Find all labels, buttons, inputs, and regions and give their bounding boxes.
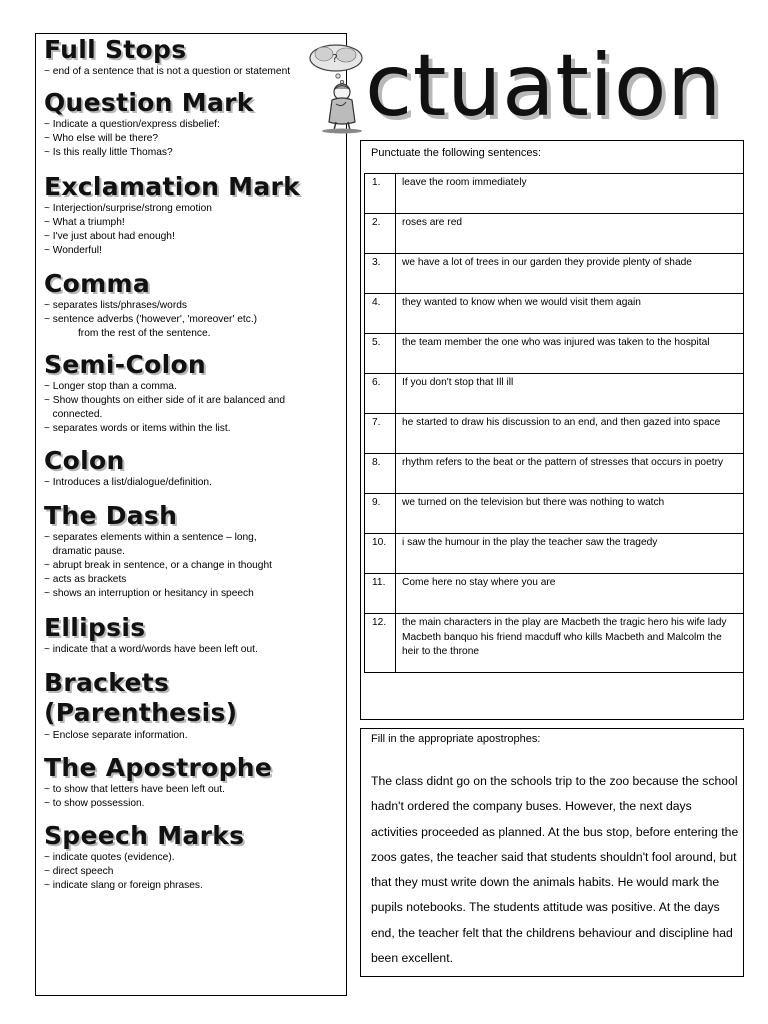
section-lines: [44, 783, 338, 811]
section-line: ~ Indicate a question/express disbelief:: [44, 119, 220, 130]
section-line: connected.: [44, 409, 103, 420]
table-row: [365, 174, 744, 214]
sentence-cell[interactable]: roses are red: [396, 214, 744, 254]
section-line: ~ end of a sentence that is not a question or statement: [44, 66, 291, 77]
section-lines: [44, 476, 338, 490]
table-row: [365, 254, 744, 294]
section-line: ~ indicate quotes (evidence).: [44, 852, 175, 863]
section-line: ~ to show that letters have been left out.: [44, 784, 225, 795]
section-title: Brackets (Parenthesis): [44, 668, 238, 727]
svg-text:?: ?: [332, 52, 338, 65]
sentence-cell[interactable]: leave the room immediately: [396, 174, 744, 214]
punctuate-sentences-exercise: [360, 140, 744, 720]
row-number: 11.: [365, 574, 396, 614]
table-row: [365, 414, 744, 454]
sentences-table: [364, 173, 744, 673]
section-title: The Dash: [44, 501, 178, 530]
section-title: Question Mark: [44, 88, 254, 117]
section-line: ~ Interjection/surprise/strong emotion: [44, 203, 212, 214]
sentence-cell[interactable]: Come here no stay where you are: [396, 574, 744, 614]
section-line: ~ separates elements within a sentence – long,: [44, 532, 257, 543]
row-number: 5.: [365, 334, 396, 374]
table-row: [365, 214, 744, 254]
section-lines: [44, 851, 338, 893]
table-row: [365, 494, 744, 534]
section-line: ~ What a triumph!: [44, 217, 125, 228]
section-brackets: [44, 668, 338, 743]
row-number: 4.: [365, 294, 396, 334]
section-title: Comma: [44, 269, 150, 298]
sentence-cell[interactable]: we turned on the television but there was nothing to watch: [396, 494, 744, 534]
sentence-cell[interactable]: the team member the one who was injured was taken to the hospital: [396, 334, 744, 374]
sentence-cell[interactable]: i saw the humour in the play the teacher saw the tragedy: [396, 534, 744, 574]
section-title: Speech Marks: [44, 821, 245, 850]
row-number: 6.: [365, 374, 396, 414]
section-lines: [44, 65, 338, 79]
section-speech-marks: [44, 822, 338, 893]
section-line: ~ Longer stop than a comma.: [44, 381, 177, 392]
section-the-apostrophe: [44, 754, 338, 811]
section-semi-colon: [44, 351, 338, 436]
section-line: ~ separates words or items within the list.: [44, 423, 231, 434]
section-lines: [44, 299, 338, 341]
apostrophe-passage[interactable]: The class didnt go on the schools trip to the zoo because the school hadn't ordered the company buses. However, the next days activities proceeded as planned. At the bus stop, before entering the zoos gates, the teacher said that students shouldn't fool around, but that they must write down the animals habits. He would mark the pupils notebooks. The students attitude was positive. At the days end, the teacher felt that the childrens behaviour and discipline had been excellent.: [371, 774, 739, 966]
section-line: ~ abrupt break in sentence, or a change in thought: [44, 560, 272, 571]
section-line: ~ Show thoughts on either side of it are balanced and: [44, 395, 285, 406]
punctuation-reference-panel: [35, 33, 347, 996]
sentence-cell[interactable]: they wanted to know when we would visit them again: [396, 294, 744, 334]
sentence-cell[interactable]: he started to draw his discussion to an end, and then gazed into space: [396, 414, 744, 454]
table-row: [365, 374, 744, 414]
section-title: Colon: [44, 446, 125, 475]
section-line: ~ sentence adverbs ('however', 'moreover' etc.): [44, 314, 258, 325]
exercise1-instruction: Punctuate the following sentences:: [371, 147, 542, 159]
section-line: ~ Is this really little Thomas?: [44, 147, 173, 158]
table-row: [365, 294, 744, 334]
section-lines: [44, 729, 338, 743]
row-number: 2.: [365, 214, 396, 254]
page-title: ctuation: [365, 36, 722, 136]
section-line: ~ separates lists/phrases/words: [44, 300, 187, 311]
section-title: Ellipsis: [44, 613, 146, 642]
section-line: ~ indicate slang or foreign phrases.: [44, 880, 203, 891]
section-comma: [44, 270, 338, 341]
table-row: [365, 534, 744, 574]
section-the-dash: [44, 502, 338, 601]
section-line: ~ direct speech: [44, 866, 114, 877]
sentence-cell[interactable]: the main characters in the play are Macbeth the tragic hero his wife lady Macbeth banquo his friend macduff who kills Macbeth and Malcolm the heir to the throne: [396, 614, 744, 673]
section-line: ~ acts as brackets: [44, 574, 127, 585]
row-number: 10.: [365, 534, 396, 574]
row-number: 8.: [365, 454, 396, 494]
row-number: 9.: [365, 494, 396, 534]
section-title: Exclamation Mark: [44, 172, 301, 201]
section-line: ~ Who else will be there?: [44, 133, 159, 144]
sentence-cell[interactable]: we have a lot of trees in our garden they provide plenty of shade: [396, 254, 744, 294]
apostrophe-exercise: [360, 728, 744, 977]
section-line: ~ shows an interruption or hesitancy in speech: [44, 588, 254, 599]
section-line: ~ I've just about had enough!: [44, 231, 175, 242]
sentence-cell[interactable]: If you don't stop that Ill ill: [396, 374, 744, 414]
section-lines: [44, 531, 338, 601]
section-lines: [44, 643, 338, 657]
sentence-cell[interactable]: rhythm refers to the beat or the pattern of stresses that occurs in poetry: [396, 454, 744, 494]
section-line: ~ Enclose separate information.: [44, 730, 188, 741]
section-exclamation-mark: [44, 173, 338, 258]
section-title: Semi-Colon: [44, 350, 207, 379]
section-lines: [44, 118, 338, 160]
table-row: [365, 614, 744, 673]
section-lines: [44, 380, 338, 436]
table-row: [365, 454, 744, 494]
section-lines: [44, 202, 338, 258]
section-line: from the rest of the sentence.: [44, 328, 211, 339]
section-line: dramatic pause.: [44, 546, 125, 557]
row-number: 3.: [365, 254, 396, 294]
section-line: ~ Introduces a list/dialogue/definition.: [44, 477, 212, 488]
row-number: 12.: [365, 614, 396, 673]
section-title: Full Stops: [44, 35, 187, 64]
section-ellipsis: [44, 614, 338, 657]
exercise2-instruction: Fill in the appropriate apostrophes:: [371, 733, 541, 745]
section-colon: [44, 447, 338, 490]
table-row: [365, 574, 744, 614]
thinking-person-clipart: [302, 42, 372, 134]
section-line: ~ Wonderful!: [44, 245, 102, 256]
section-line: ~ to show possession.: [44, 798, 145, 809]
section-title: The Apostrophe: [44, 753, 273, 782]
section-line: ~ indicate that a word/words have been left out.: [44, 644, 258, 655]
row-number: 7.: [365, 414, 396, 454]
row-number: 1.: [365, 174, 396, 214]
section-question-mark: [44, 89, 338, 160]
section-full-stops: [44, 36, 338, 79]
table-row: [365, 334, 744, 374]
